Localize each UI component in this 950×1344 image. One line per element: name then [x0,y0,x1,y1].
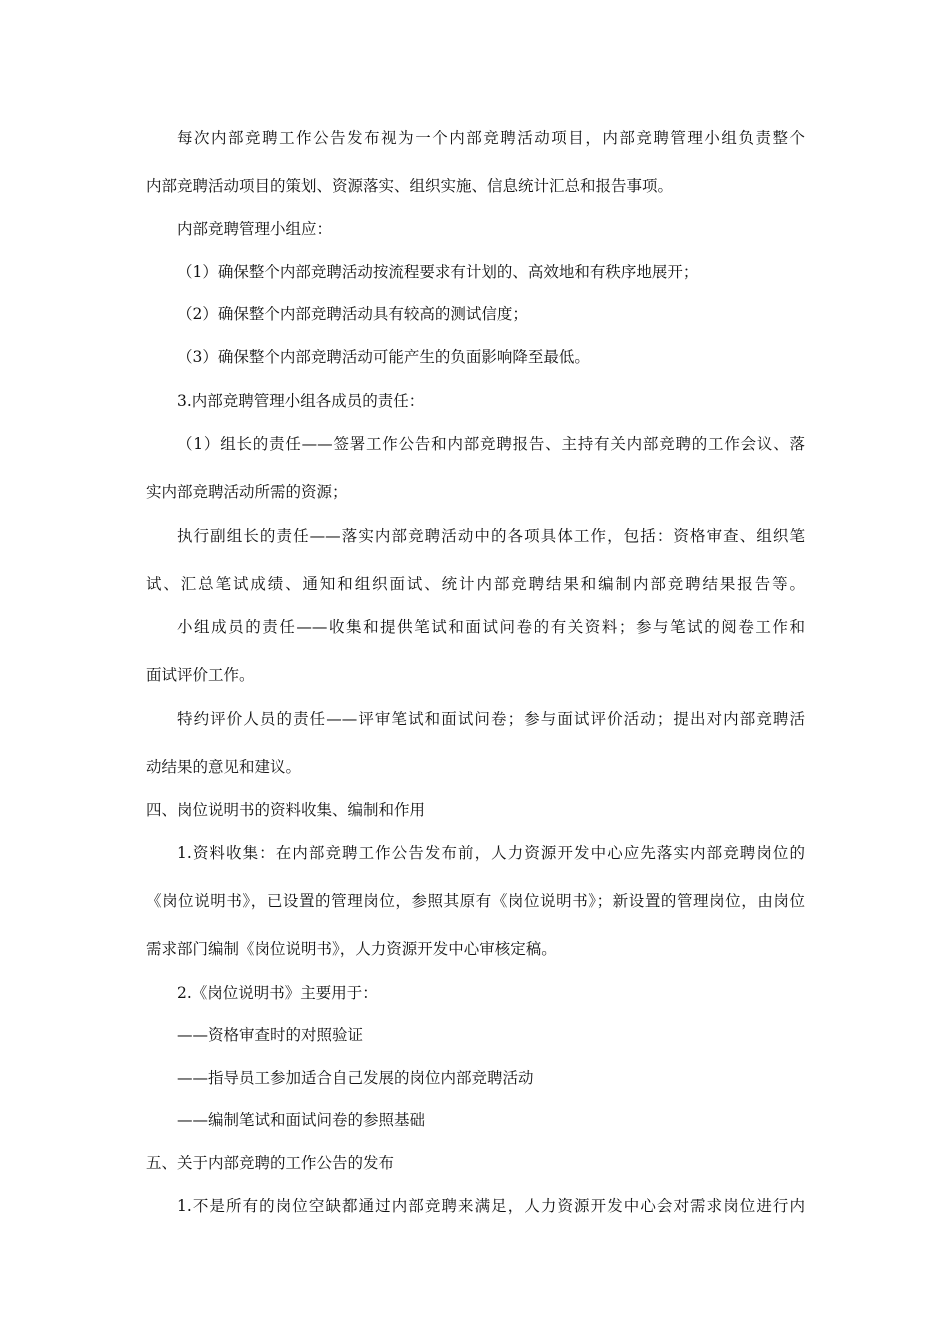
list-item: （3）确保整个内部竞聘活动可能产生的负面影响降至最低。 [177,348,590,366]
list-item: ——资格审查时的对照验证 [177,1026,364,1044]
list-item: （1）确保整个内部竞聘活动按流程要求有计划的、高效地和有秩序地展开； [177,263,699,281]
paragraph-line: 内部竞聘管理小组应： [177,220,333,238]
section-heading: 五、关于内部竞聘的工作公告的发布 [146,1154,395,1172]
paragraph-line: 1.不是所有的岗位空缺都通过内部竞聘来满足，人力资源开发中心会对需求岗位进行内 [177,1197,805,1215]
paragraph-line: 执行副组长的责任——落实内部竞聘活动中的各项具体工作，包括：资格审查、组织笔 [177,527,805,545]
paragraph-line: 1.资料收集：在内部竞聘工作公告发布前，人力资源开发中心应先落实内部竞聘岗位的 [177,844,805,862]
paragraph-line: 实内部竞聘活动所需的资源； [146,483,348,501]
subheading: 2.《岗位说明书》主要用于： [177,984,378,1002]
paragraph-line: 需求部门编制《岗位说明书》，人力资源开发中心审核定稿。 [146,940,557,958]
subheading: 3.内部竞聘管理小组各成员的责任： [177,392,425,410]
paragraph-line: 动结果的意见和建议。 [146,758,302,776]
paragraph-line: 内部竞聘活动项目的策划、资源落实、组织实施、信息统计汇总和报告事项。 [146,177,674,195]
list-item: ——指导员工参加适合自己发展的岗位内部竞聘活动 [177,1069,534,1087]
paragraph-line: 小组成员的责任——收集和提供笔试和面试问卷的有关资料；参与笔试的阅卷工作和 [177,618,805,636]
paragraph-line: 面试评价工作。 [146,666,255,684]
paragraph-line: 每次内部竞聘工作公告发布视为一个内部竞聘活动项目，内部竞聘管理小组负责整个 [177,129,805,147]
section-heading: 四、岗位说明书的资料收集、编制和作用 [146,801,426,819]
paragraph-line: （1）组长的责任——签署工作公告和内部竞聘报告、主持有关内部竞聘的工作会议、落 [177,435,805,453]
list-item: （2）确保整个内部竞聘活动具有较高的测试信度； [177,305,528,323]
paragraph-line: 试、汇总笔试成绩、通知和组织面试、统计内部竞聘结果和编制内部竞聘结果报告等。 [146,575,805,593]
list-item: ——编制笔试和面试问卷的参照基础 [177,1111,426,1129]
paragraph-line: 特约评价人员的责任——评审笔试和面试问卷；参与面试评价活动；提出对内部竞聘活 [177,710,805,728]
paragraph-line: 《岗位说明书》，已设置的管理岗位，参照其原有《岗位说明书》；新设置的管理岗位，由岗位 [146,892,805,910]
